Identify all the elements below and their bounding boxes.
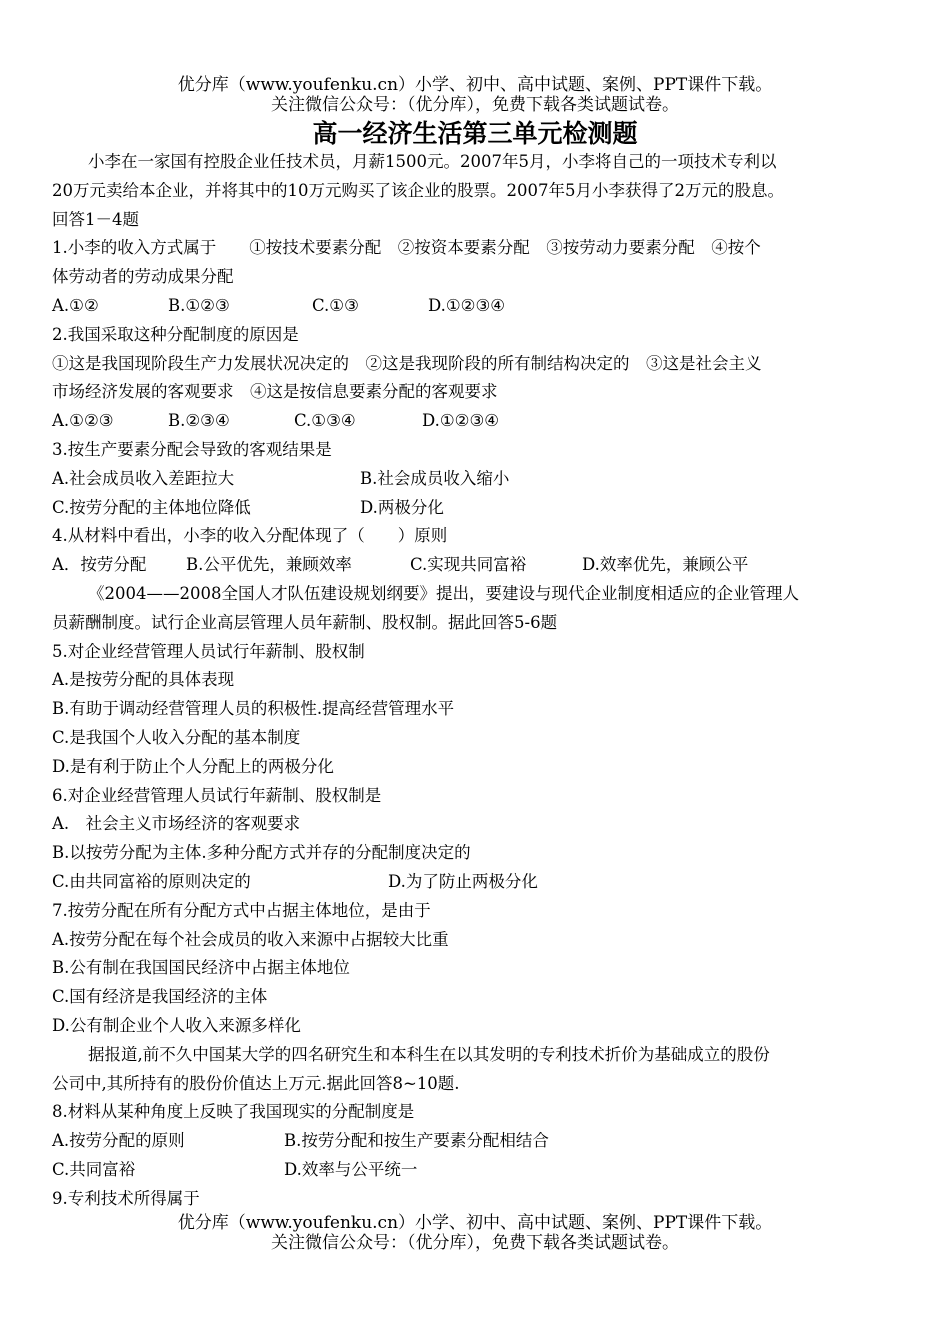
q8-stem: 8.材料从某种角度上反映了我国现实的分配制度是	[52, 1102, 415, 1122]
page-footer	[0, 1213, 950, 1253]
document-body	[52, 148, 900, 1213]
header-line-1: 优分库（www.youfenku.cn）小学、初中、高中试题、案例、PPT课件下载。	[177, 75, 773, 95]
q7-stem: 7.按劳分配在所有分配方式中占据主体地位，是由于	[52, 900, 431, 920]
q7-option-a: A.按劳分配在每个社会成员的收入来源中占据较大比重	[52, 929, 449, 949]
q4-options	[52, 551, 900, 580]
q3-options-row-2	[52, 494, 900, 523]
q8-options-row-1	[52, 1127, 900, 1156]
q6-option-c: C.由共同富裕的原则决定的	[52, 871, 251, 891]
material-2-line-2: 员薪酬制度。试行企业高层管理人员年薪制、股权制。据此回答5-6题	[52, 612, 558, 632]
q1-stem-2: 体劳动者的劳动成果分配	[52, 267, 234, 287]
q6-option-a: A. 社会主义市场经济的客观要求	[52, 814, 301, 834]
q2-option-c: C.①③④	[294, 411, 356, 431]
material-1-line-1: 小李在一家国有控股企业任技术员，月薪1500元。2007年5月，小李将自己的一项技术专利以	[88, 152, 777, 171]
material-1-line-2: 20万元卖给本企业，并将其中的10万元购买了该企业的股票。2007年5月小李获得了2万元的股息。	[52, 180, 784, 200]
q2-option-a: A.①②③	[52, 411, 114, 431]
q6-option-b: B.以按劳分配为主体.多种分配方式并存的分配制度决定的	[52, 843, 471, 863]
footer-line-1: 优分库（www.youfenku.cn）小学、初中、高中试题、案例、PPT课件下载。	[177, 1213, 773, 1233]
q1-option-b: B.①②③	[168, 295, 230, 315]
material-1-line-3: 回答1－4题	[52, 209, 139, 229]
q4-stem: 4.从材料中看出，小李的收入分配体现了（ ）原则	[52, 526, 448, 546]
q8-option-c: C.共同富裕	[52, 1159, 136, 1179]
q5-option-d: D.是有利于防止个人分配上的两极分化	[52, 756, 334, 776]
q8-option-a: A.按劳分配的原则	[52, 1131, 185, 1151]
q5-option-c: C.是我国个人收入分配的基本制度	[52, 727, 301, 747]
q6-option-d: D.为了防止两极分化	[388, 871, 538, 891]
q1-option-d: D.①②③④	[428, 295, 506, 315]
q1-option-c: C.①③	[312, 295, 359, 315]
q4-option-c: C.实现共同富裕	[410, 555, 527, 575]
q1-stem-1: 1.小李的收入方式属于 ①按技术要素分配 ②按资本要素分配 ③按劳动力要素分配 ④按个	[52, 238, 761, 258]
footer-line-2: 关注微信公众号：（优分库），免费下载各类试题试卷。	[271, 1233, 679, 1253]
q7-option-d: D.公有制企业个人收入来源多样化	[52, 1015, 301, 1035]
q3-option-a: A.社会成员收入差距拉大	[52, 468, 235, 488]
q4-option-d: D.效率优先，兼顾公平	[582, 555, 749, 575]
q9-stem: 9.专利技术所得属于	[52, 1188, 200, 1208]
material-2-line-1: 《2004——2008全国人才队伍建设规划纲要》提出，要建设与现代企业制度相适应的企业管理人	[88, 583, 799, 603]
q2-option-d: D.①②③④	[422, 411, 500, 431]
q7-option-c: C.国有经济是我国经济的主体	[52, 987, 268, 1007]
q3-option-d: D.两极分化	[360, 497, 444, 517]
q3-stem: 3.按生产要素分配会导致的客观结果是	[52, 439, 332, 459]
q4-option-a: A．按劳分配	[52, 555, 147, 575]
material-3-line-1: 据报道,前不久中国某大学的四名研究生和本科生在以其发明的专利技术折价为基础成立的股份	[88, 1044, 770, 1064]
q1-option-a: A.①②	[52, 295, 99, 315]
header-line-2: 关注微信公众号：（优分库），免费下载各类试题试卷。	[271, 95, 679, 115]
q6-stem: 6.对企业经营管理人员试行年薪制、股权制是	[52, 785, 382, 805]
q3-option-c: C.按劳分配的主体地位降低	[52, 497, 251, 517]
q5-option-a: A.是按劳分配的具体表现	[52, 670, 235, 690]
q3-options-row-1	[52, 465, 900, 494]
q2-option-b: B.②③④	[168, 411, 230, 431]
q2-stem: 2.我国采取这种分配制度的原因是	[52, 324, 299, 344]
page-header	[0, 75, 950, 115]
q7-option-b: B.公有制在我国国民经济中占据主体地位	[52, 958, 350, 978]
q8-option-b: B.按劳分配和按生产要素分配相结合	[284, 1131, 549, 1151]
q5-option-b: B.有助于调动经营管理人员的积极性.提高经营管理水平	[52, 699, 455, 719]
q2-options	[52, 407, 900, 436]
q3-option-b: B.社会成员收入缩小	[360, 468, 510, 488]
q2-line-1: ①这是我国现阶段生产力发展状况决定的 ②这是我现阶段的所有制结构决定的 ③这是社会主义	[52, 353, 762, 373]
q6-options-row	[52, 868, 900, 897]
material-3-line-2: 公司中,其所持有的股份价值达上万元.据此回答8~10题.	[52, 1073, 460, 1093]
q8-option-d: D.效率与公平统一	[284, 1159, 418, 1179]
q4-option-b: B.公平优先，兼顾效率	[186, 555, 352, 575]
q8-options-row-2	[52, 1156, 900, 1185]
q1-options	[52, 292, 900, 321]
q5-stem: 5.对企业经营管理人员试行年薪制、股权制	[52, 641, 365, 661]
page-title: 高一经济生活第三单元检测题	[312, 119, 638, 148]
q2-line-2: 市场经济发展的客观要求 ④这是按信息要素分配的客观要求	[52, 382, 498, 402]
